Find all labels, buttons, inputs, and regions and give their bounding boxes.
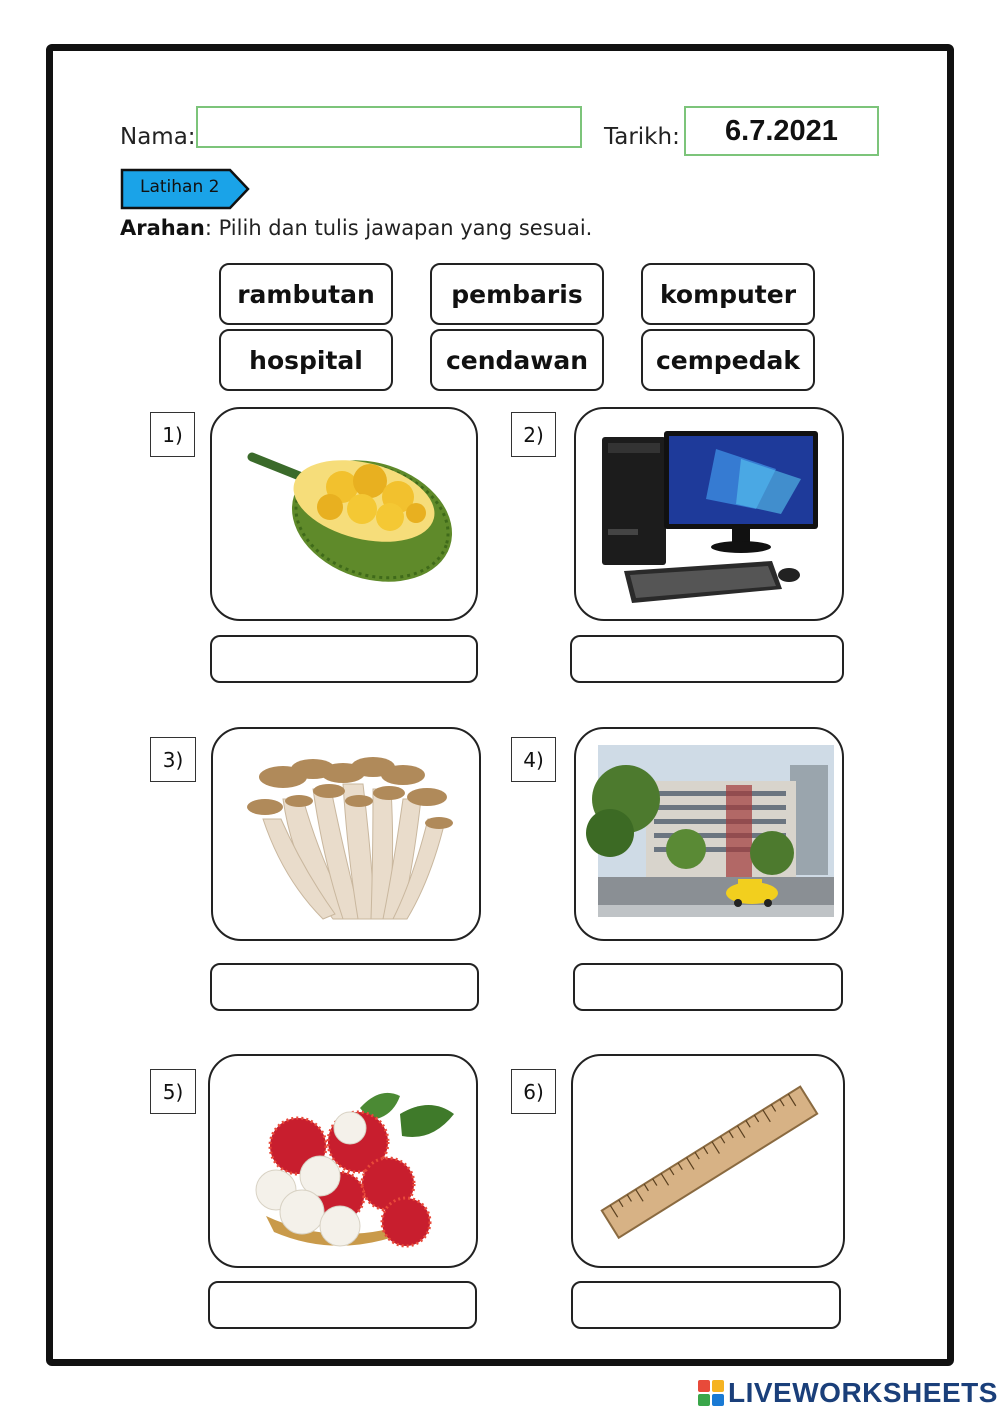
exercise-tag bbox=[120, 168, 250, 208]
word-card-pembaris[interactable]: pembaris bbox=[430, 263, 604, 325]
word-card-cendawan[interactable]: cendawan bbox=[430, 329, 604, 391]
question-number-3: 3) bbox=[150, 737, 196, 782]
word-card-cempedak[interactable]: cempedak bbox=[641, 329, 815, 391]
word-card-hospital[interactable]: hospital bbox=[219, 329, 393, 391]
cempedak-picture bbox=[210, 407, 478, 621]
ruler-picture bbox=[571, 1054, 845, 1268]
logo-square bbox=[698, 1394, 710, 1406]
rambutan-picture bbox=[208, 1054, 478, 1268]
answer-box-1[interactable] bbox=[210, 635, 478, 683]
question-number-5: 5) bbox=[150, 1069, 196, 1114]
answer-box-6[interactable] bbox=[571, 1281, 841, 1329]
logo-grid-icon bbox=[698, 1380, 724, 1406]
instruction bbox=[120, 216, 592, 240]
exercise-tag-label: Latihan 2 bbox=[140, 177, 220, 197]
logo-square bbox=[712, 1380, 724, 1392]
question-number-6: 6) bbox=[511, 1069, 556, 1114]
answer-box-3[interactable] bbox=[210, 963, 479, 1011]
instruction-heading: Arahan bbox=[120, 216, 205, 240]
answer-box-4[interactable] bbox=[573, 963, 843, 1011]
name-input[interactable] bbox=[196, 106, 582, 148]
liveworksheets-logo[interactable] bbox=[698, 1378, 998, 1408]
word-card-komputer[interactable]: komputer bbox=[641, 263, 815, 325]
question-number-2: 2) bbox=[511, 412, 556, 457]
mushroom-picture bbox=[211, 727, 481, 941]
date-label: Tarikh: bbox=[604, 124, 680, 150]
question-number-4: 4) bbox=[511, 737, 556, 782]
name-label: Nama: bbox=[120, 124, 196, 150]
word-card-rambutan[interactable]: rambutan bbox=[219, 263, 393, 325]
logo-square bbox=[698, 1380, 710, 1392]
instruction-text: : Pilih dan tulis jawapan yang sesuai. bbox=[204, 216, 593, 240]
brand-name: LIVEWORKSHEETS bbox=[728, 1377, 998, 1408]
logo-square bbox=[712, 1394, 724, 1406]
answer-box-5[interactable] bbox=[208, 1281, 477, 1329]
date-input[interactable]: 6.7.2021 bbox=[684, 106, 879, 156]
computer-picture bbox=[574, 407, 844, 621]
answer-box-2[interactable] bbox=[570, 635, 844, 683]
hospital-picture bbox=[574, 727, 844, 941]
question-number-1: 1) bbox=[150, 412, 195, 457]
